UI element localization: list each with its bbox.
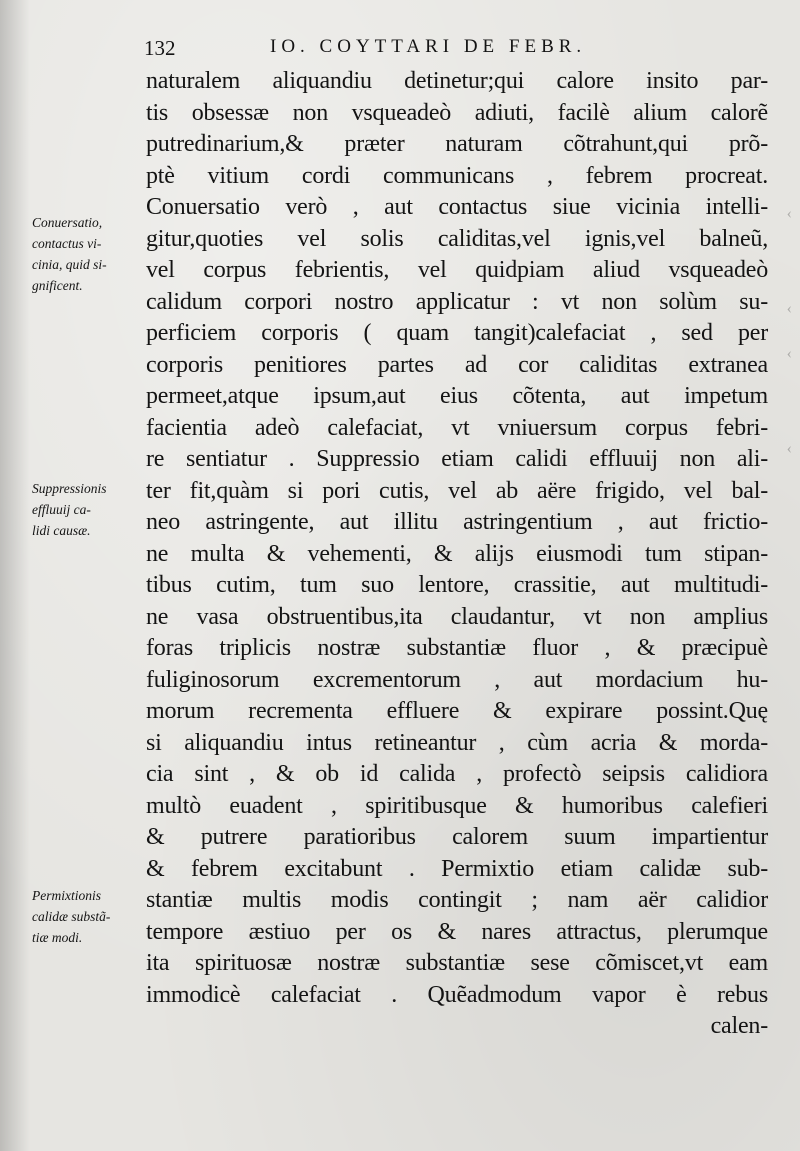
margin-note: [32, 478, 144, 541]
page-number: 132: [144, 36, 176, 60]
text-line: ter fit,quàm si pori cutis, vel ab aëre frigido, vel bal-: [146, 477, 768, 504]
edge-mark: ‹: [786, 300, 792, 317]
body-text: [146, 66, 768, 1043]
text-line: & febrem excitabunt . Permixtio etiam calidæ sub-: [146, 855, 768, 882]
running-head: [144, 36, 644, 62]
text-line: multò euadent , spiritibusque & humoribus calefieri: [146, 792, 768, 819]
text-line: ne multa & vehementi, & alijs eiusmodi tum stipan-: [146, 540, 768, 567]
text-line: cia sint , & ob id calida , profectò seipsis calidiora: [146, 761, 768, 787]
text-line: putredinarium,& præter naturam cõtrahunt,qui prõ-: [146, 131, 768, 157]
text-line: ne vasa obstruentibus,ita claudantur, vt non amplius: [146, 603, 768, 630]
margin-note-line: cinia, quid si-: [32, 257, 107, 272]
margin-note-line: effluuij ca-: [32, 502, 91, 517]
text-line: fuliginosorum excrementorum , aut mordacium hu-: [146, 666, 768, 693]
margin-note: [32, 212, 144, 296]
margin-note-line: lidi causæ.: [32, 523, 91, 538]
catchword: calen-: [710, 1013, 768, 1039]
text-line: perficiem corporis ( quam tangit)calefaciat , sed per: [146, 320, 768, 346]
gutter-shadow: [0, 0, 30, 1151]
text-line: vel corpus febrientis, vel quidpiam aliud vsqueadeò: [146, 257, 768, 283]
text-line: tempore æstiuo per os & nares attractus, plerumque: [146, 918, 768, 945]
margin-note-line: tiæ modi.: [32, 930, 83, 945]
margin-note-line: calidæ substã-: [32, 909, 111, 924]
text-line: tis obsessæ non vsqueadeò adiuti, facilè alium calorẽ: [146, 99, 768, 126]
text-line: naturalem aliquandiu detinetur;qui calore insito par-: [146, 68, 768, 94]
text-line: immodicè calefaciat . Quẽadmodum vapor è rebus: [146, 981, 768, 1008]
text-line: & putrere paratioribus calorem suum impartientur: [146, 824, 768, 850]
margin-note-line: contactus vi-: [32, 236, 102, 251]
text-line: ita spirituosæ nostræ substantiæ sese cõmiscet,vt eam: [146, 950, 768, 976]
text-line: ptè vitium cordi communicans , febrem procreat.: [146, 162, 768, 189]
margin-note: [32, 885, 144, 948]
text-line: corporis penitiores partes ad cor caliditas extranea: [146, 351, 768, 378]
text-line: si aliquandiu intus retineantur , cùm acria & morda-: [146, 729, 768, 756]
text-line: facientia adeò calefaciat, vt vniuersum corpus febri-: [146, 414, 768, 441]
text-line: stantiæ multis modis contingit ; nam aër calidior: [146, 887, 768, 913]
text-line: neo astringente, aut illitu astringentium , aut frictio-: [146, 509, 768, 535]
text-line: re sentiatur . Suppressio etiam calidi effluuij non ali-: [146, 446, 768, 472]
text-line: gitur,quoties vel solis caliditas,vel ignis,vel balneũ,: [146, 225, 768, 252]
edge-mark: ‹: [786, 205, 792, 222]
text-line: morum recrementa effluere & expirare possint.Quę: [146, 698, 768, 724]
edge-mark: ‹: [786, 440, 792, 457]
text-line: permeet,atque ipsum,aut eius cõtenta, aut impetum: [146, 383, 768, 409]
margin-note-line: gnificent.: [32, 278, 83, 293]
margin-note-line: Conuersatio,: [32, 215, 103, 230]
running-title: IO. COYTTARI DE FEBR.: [270, 36, 587, 57]
text-line: foras triplicis nostræ substantiæ fluor , & præcipuè: [146, 635, 768, 661]
text-line: calidum corpori nostro applicatur : vt non solùm su-: [146, 288, 768, 315]
margin-note-line: Suppressionis: [32, 481, 107, 496]
text-line: tibus cutim, tum suo lentore, crassitie, aut multitudi-: [146, 572, 768, 598]
text-line: Conuersatio verò , aut contactus siue vicinia intelli-: [146, 194, 768, 220]
edge-mark: ‹: [786, 345, 792, 362]
margin-note-line: Permixtionis: [32, 888, 101, 903]
